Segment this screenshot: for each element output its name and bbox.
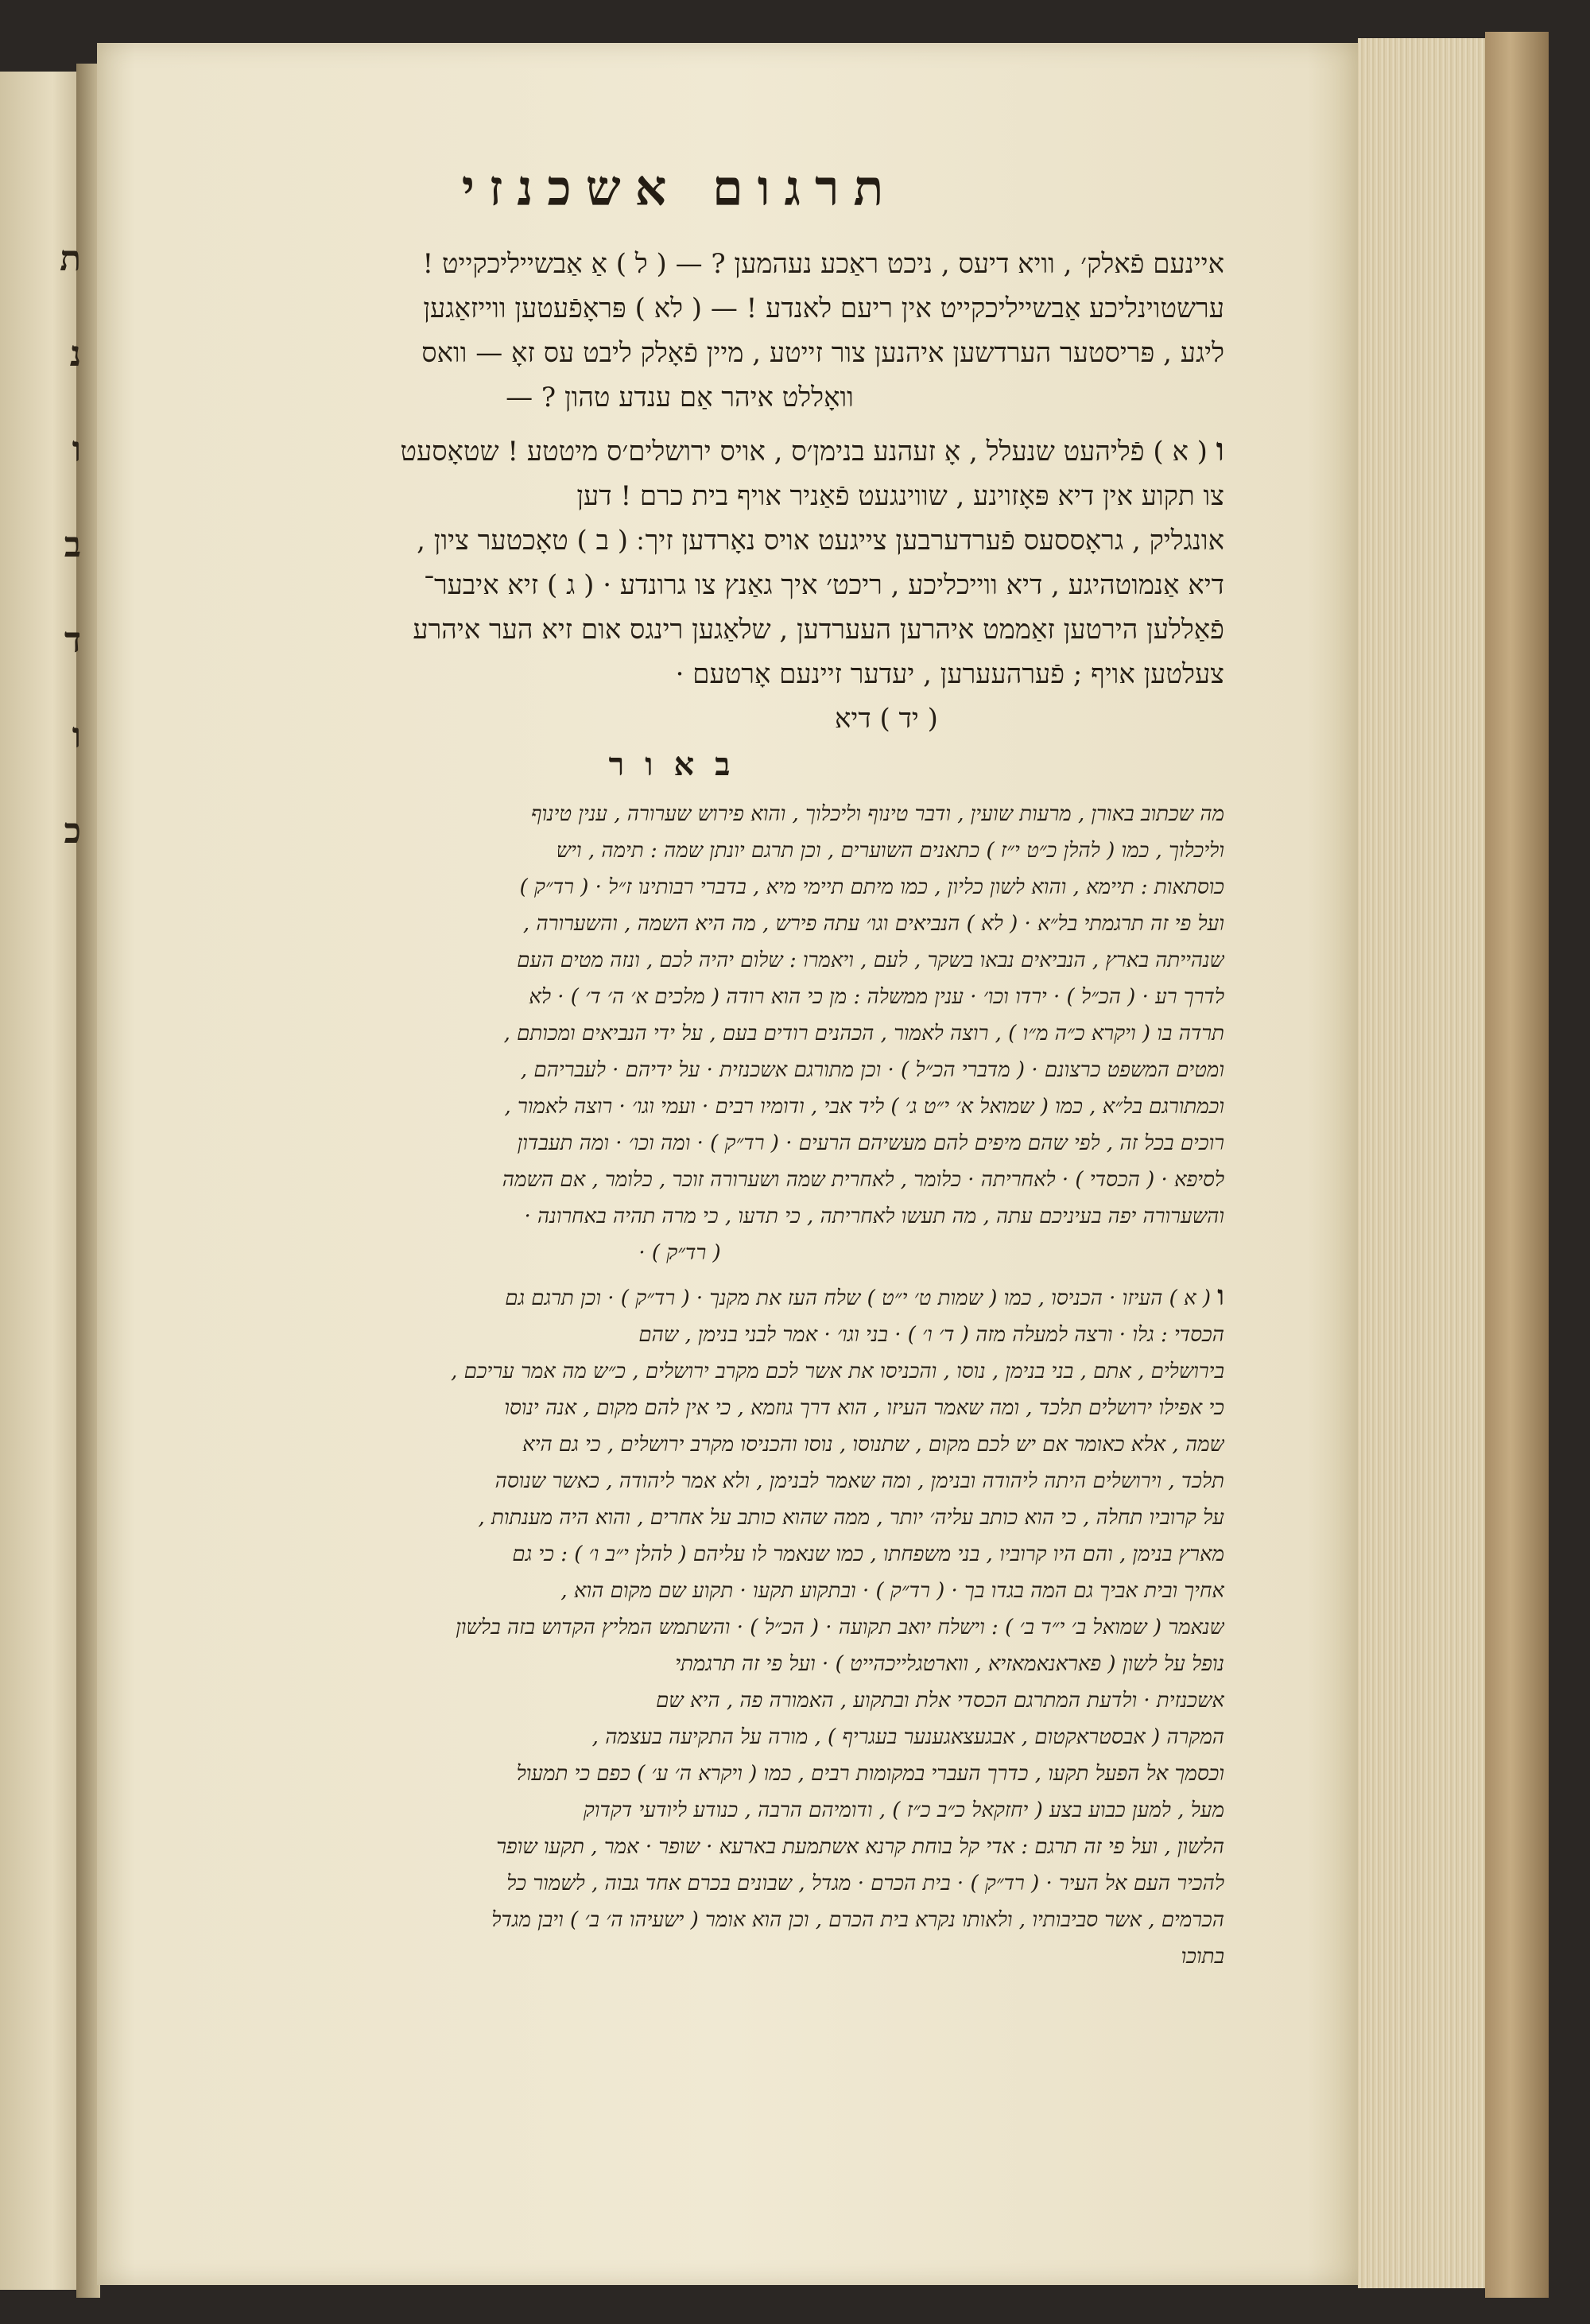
chapter-line: דיא אַנמוטהיגע , דיא ווייכליכע , ריכט׳ איך גאַנץ צו גרונדע · ( ג ) זיא איבער־ [423,569,1224,601]
translation-line: וואָללט איהר אַם ענדע טהון ? — [506,382,854,413]
commentary-line: וכמתורגם בל״א , כמו ( שמואל א׳ י״ט ג׳ ) ליד אבי , ודומיו רבים · ועמי וגו׳ · רוצה לאמור , [504,1095,1224,1119]
left-page-text-fragments [0,239,87,906]
chapter-line: צעלטען אויף ; פֿערהעערען , יעדער זיינעם אָרטעם · [675,658,1224,690]
commentary-line: כי אפילו ירושלים תלכד , ומה שאמר העיזו , הוא דרך גוזמא , כי אין להם מקום , אנה ינוסו [504,1396,1224,1420]
commentary-line: הלשון , ועל פי זה תרגם : אדי קל בוחת קרנא אשתמעת בארעא · שופר · אמר , תקעו שופר [496,1835,1224,1859]
commentary-block-1 [135,796,1224,1271]
commentary-line: תלכד , וירושלים היתה ליהודה ובנימן , ומה שאמר לבנימן , ולא אמר ליהודה , כאשר שנוסה [494,1469,1224,1493]
commentary-line: וכסמך אל הפעל תקעו , כדרך העברי במקומות רבים , כמו ( ויקרא ה׳ ע׳ ) כפם כי תמעול [516,1762,1224,1786]
chapter-block [135,428,1224,741]
commentary-line: ומטים המשפט כרצונם · ( מדברי הכ״ל ) · וכן מתורגם אשכנזית · על ידיהם · לעבריהם , [520,1058,1224,1082]
commentary-line: תרדה בו ( ויקרא כ״ה מ״ו ) , רוצה לאמור , הכהנים רודים בעם , על ידי הנביאים ומכותם , [503,1022,1224,1046]
commentary-line: והשערורה יפה בעיניכם עתה , מה תעשו לאחריתה , כי תדעו , כי מרה תהיה באחרונה · [524,1205,1224,1228]
commentary-line: ( א ) העיזו · הכניסו , כמו ( שמות ט׳ י״ט ) שלח העז את מקנך · ( רד״ק ) · וכן תרגם גם [505,1286,1212,1310]
commentary-line: כוסתאות : תיימא , והוא לשון כליון , כמו מיתם תיימי מיא , בדברי רבותינו ז״ל · ( רד״ק ) [519,875,1224,899]
commentary-line: לסיפא · ( הכסדי ) · לאחריתה · כלומר , לאחרית שמה ושערורה זוכר , כלומר , אם השמה [502,1168,1224,1192]
commentary-line: ועל פי זה תרגמתי בל״א · ( לא ) הנביאים וגו׳ עתה פירש , מה היא השמה , והשערורה , [522,912,1224,936]
commentary-line: שנאמר ( שמואל ב׳ י״ד ב׳ ) : וישלח יואב תקועה · ( הכ״ל ) · והשתמש המליץ הקדוש בזה בלשון [456,1616,1224,1639]
translation-line: איינעם פֿאלק׳ , וויא דיעס , ניכט ראַכע נעהמען ? — ( ל ) אַ אַבשייליכקייט ! [422,248,1224,280]
commentary-line: מה שכתוב באורן , מרעות שועין , ודבר טינוף וליכלוך , והוא פירוש שערורה , ענין טינוף [531,802,1224,826]
commentary-line: נופל על לשון ( פאראנאמאזיא , ווארטגלייכהייט ) · ועל פי זה תרגמתי [675,1652,1224,1676]
left-fragment: כ [64,811,81,852]
commentary-line: ( רד״ק ) · [638,1241,721,1265]
page-text [135,159,1224,1975]
commentary-line: בירושלים , אתם , בני בנימן , נוסו , והכניסו את אשר לכם מקרב ירושלים , כ״ש מה אמר עריכם , [451,1360,1224,1383]
commentary-line: המקרה ( אבסטראקטום , אבגעצאגענער בעגריף ) , מורה על התקיעה בעצמה , [591,1725,1224,1749]
commentary-block-2 [135,1278,1224,1975]
chapter-letter: ו [1217,1280,1224,1312]
commentary-line: שנהייתה בארץ , הנביאים נבאו בשקר , לעם , ויאמרו : שלום יהיה לכם , ונזה מטים העם [517,949,1224,972]
commentary-line: מארץ בנימן , והם היו קרוביו , בני משפחתו , כמו שנאמר לו עליהם ( להלן י״ב ו׳ ) : כי גם [512,1542,1224,1566]
commentary-line: הכרמים , אשר סביבותיו , ולאותו נקרא בית הכרם , וכן הוא אומר ( ישעיהו ה׳ ב׳ ) ויבן מגדל [491,1908,1224,1932]
commentary-line: בתוכו [1181,1945,1224,1969]
chapter-letter: ו [1216,431,1224,468]
translation-block [135,242,1224,420]
commentary-line: רוכים בכל זה , לפי שהם מיפים להם מעשיהם הרעים · ( רד״ק ) · ומה וכו׳ · ומה תעבדון [517,1131,1224,1155]
book-cover-edge [1485,32,1549,2298]
page-block-edges [1358,38,1487,2288]
commentary-line: להכיר העם אל העיר · ( רד״ק ) · בית הכרם · מגדל , שבונים בכרם אחד גבוה , לשמור כל [506,1872,1224,1895]
translation-line: ערשטוינליכע אַבשייליכקייט אין ריעם לאנדע ! — ( לא ) פּראָפֿעטען ווייזאַגען [423,293,1224,324]
catchword: ( יד ) דיא [835,703,938,735]
translation-line: ליגע , פּריסטער הערדשען איהנען צור זייטע , מיין פֿאָלק ליבט עס זאָ — וואס [421,337,1224,369]
left-fragment: נ [69,334,81,374]
chapter-line: צו תקוע אין דיא פּאָזוינע , שווינגעט פֿאַניר אויף בית כרם ! דען [576,480,1224,512]
commentary-line: וליכלוך , כמו ( להלן כ״ט י״ז ) כתאנים השוערים , וכן תרגם יונתן שמה : תימה , ויש [556,839,1224,863]
chapter-line: פֿאַללען הירטען זאַממט איהרען העערדען , שלאַגען רינגס אום זיא הער איהרע [413,614,1224,646]
commentary-line: אשכנזית · ולדעת המתרגם הכסדי אלת ובתקוע , האמורה פה , היא שם [656,1689,1224,1713]
left-fragment: ו [72,716,81,756]
chapter-line: ( א ) פֿליהעט שנעלל , אָ זעהנע בנימן׳ס , אויס ירושלים׳ס מיטטע ! שטאָסעט [400,436,1208,468]
chapter-line: אונגליק , גראָססעס פֿערדערבען צייגעט אויס נאָרדען זיך ׃ ( ב ) טאָכטער ציון , [417,525,1224,557]
commentary-line: הכסדי : גלו · ורצה למעלה מזה ( ד׳ ו׳ ) · בני וגו׳ · אמר לבני בנימן , שהם [638,1323,1224,1347]
left-fragment: ו [72,429,81,470]
commentary-heading: באור [608,746,751,783]
commentary-line: אחיך ובית אביך גם המה בגדו בך · ( רד״ק ) · ובתקוע תקעו · תקוע שם מקום הוא , [560,1579,1224,1603]
commentary-line: על קרוביו תחלה , כי הוא כותב עליה׳ יותר , ממה שהוא כותב על אחרים , והוא היה מענתות , [478,1506,1224,1530]
left-fragment: ת [60,239,81,279]
left-fragment: ד [64,620,81,661]
commentary-line: שמה , אלא כאומר אם יש לכם מקום , שתנוסו , נוסו והכניסו מקרב ירושלים , כי גם היא [522,1433,1224,1457]
page-title: תרגום אשכנזי [461,159,898,217]
commentary-line: מעל , למען כבוע בצע ( יחזקאל כ״ב כ״ז ) , ודומיהם הרבה , כנודע ליודעי דקדוק [583,1798,1224,1822]
commentary-line: לדרך רע · ( הכ״ל ) · ירדו וכו׳ · ענין ממשלה : מן כי הוא רודה ( מלכים א׳ ה׳ ד׳ ) · לא [529,985,1224,1009]
left-fragment: ב [64,525,81,565]
